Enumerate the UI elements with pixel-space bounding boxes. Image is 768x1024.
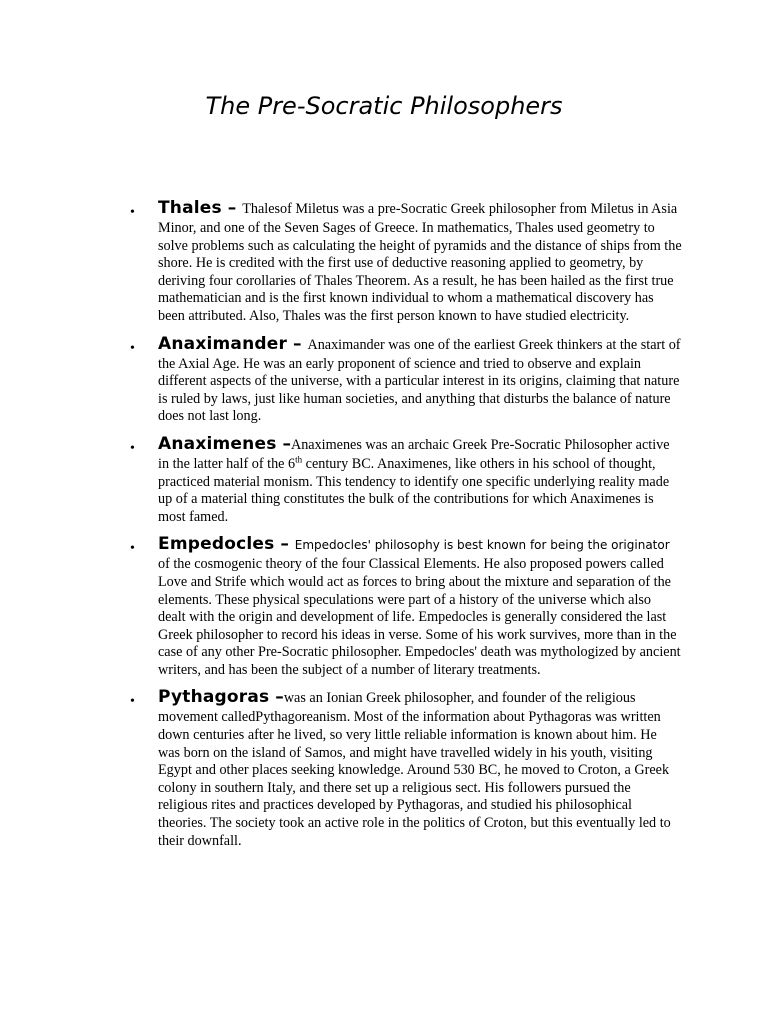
philosopher-name: Thales <box>158 198 222 218</box>
name-dash: – <box>287 333 308 354</box>
name-dash: – <box>221 198 243 218</box>
philosopher-name: Anaximander <box>158 333 288 354</box>
bullet-icon: • <box>130 694 135 710</box>
list-item-empedocles <box>130 532 682 679</box>
bullet-icon: • <box>130 541 135 557</box>
philosopher-description: of the cosmogenic theory of the four Classical Elements. He also proposed powers called Love and Strife which would act as forces to bring about the mixture and separation of the elements. These physical speculations were part of a history of the universe which also dealt with the origin and development of life. Empedocles is generally considered the last Greek philosopher to record his ideas in verse. Some of his work survives, more than in the case of any other Pre-Socratic philosopher. Empedocles' death was mythologized by ancient writers, and has been the subject of a number of literary treatments. <box>158 556 681 678</box>
philosopher-description: was an Ionian Greek philosopher, and founder of the religious movement calledPythagoreanism. Most of the information about Pythagoras was written down centuries after he lived, so very little reliable information is known about him. He was born on the island of Samos, and might have travelled widely in his youth, visiting Egypt and other places seeking knowledge. Around 530 BC, he moved to Croton, a Greek colony in southern Italy, and there set up a religious sect. His followers pursued the religious rites and practices developed by Pythagoras, and studied his philosophical theories. The society took an active role in the politics of Croton, but this eventually led to their downfall. <box>158 690 671 849</box>
list-item-pythagoras <box>130 685 682 850</box>
bullet-icon: • <box>130 440 135 456</box>
ordinal-superscript: th <box>295 454 303 465</box>
philosopher-description-cont: century BC. Anaximenes, like others in his school of thought, practiced material monism. This tendency to identify one specific underlying reality made up of a material thing constitutes the bulk of the contributions for which Anaximenes is most famed. <box>158 455 670 525</box>
list-item-thales <box>130 196 682 326</box>
philosopher-name: Empedocles <box>158 534 275 555</box>
name-dash: – <box>269 687 284 708</box>
bullet-icon: • <box>130 340 135 356</box>
list-item-anaximander <box>130 332 682 426</box>
philosopher-description: Thalesof Miletus was a pre-Socratic Greek philosopher from Miletus in Asia Minor, and one of the Seven Sages of Greece. In mathematics, Thales used geometry to solve problems such as calculating the height of pyramids and the distance of ships from the shore. He is credited with the first use of deductive reasoning applied to geometry, by deriving four corollaries of Thales Theorem. As a result, he has been hailed as the first true mathematician and is the first known individual to whom a mathematical discovery has been attributed. Also, Thales was the first person known to have studied electricity. <box>158 201 682 324</box>
philosopher-name: Pythagoras <box>158 687 270 708</box>
philosopher-list <box>130 196 682 856</box>
name-dash: – <box>274 534 295 555</box>
name-dash: – <box>276 433 291 454</box>
philosopher-description: Anaximander was one of the earliest Greek thinkers at the start of the Axial Age. He was an early proponent of science and tried to observe and explain different aspects of the universe, with a particular interest in its origins, claiming that nature is ruled by laws, just like human societies, and anything that disturbs the balance of nature does not last long. <box>158 336 681 425</box>
page-title: The Pre-Socratic Philosophers <box>205 92 563 120</box>
bullet-icon: • <box>130 205 135 220</box>
philosopher-description: Anaximenes was an archaic Greek Pre-Socratic Philosopher active in the latter half of the 6 <box>158 436 670 472</box>
philosopher-description-lead: Empedocles' philosophy is best known for being the originator <box>294 538 670 553</box>
list-item-anaximenes <box>130 432 682 526</box>
philosopher-name: Anaximenes <box>158 433 277 454</box>
